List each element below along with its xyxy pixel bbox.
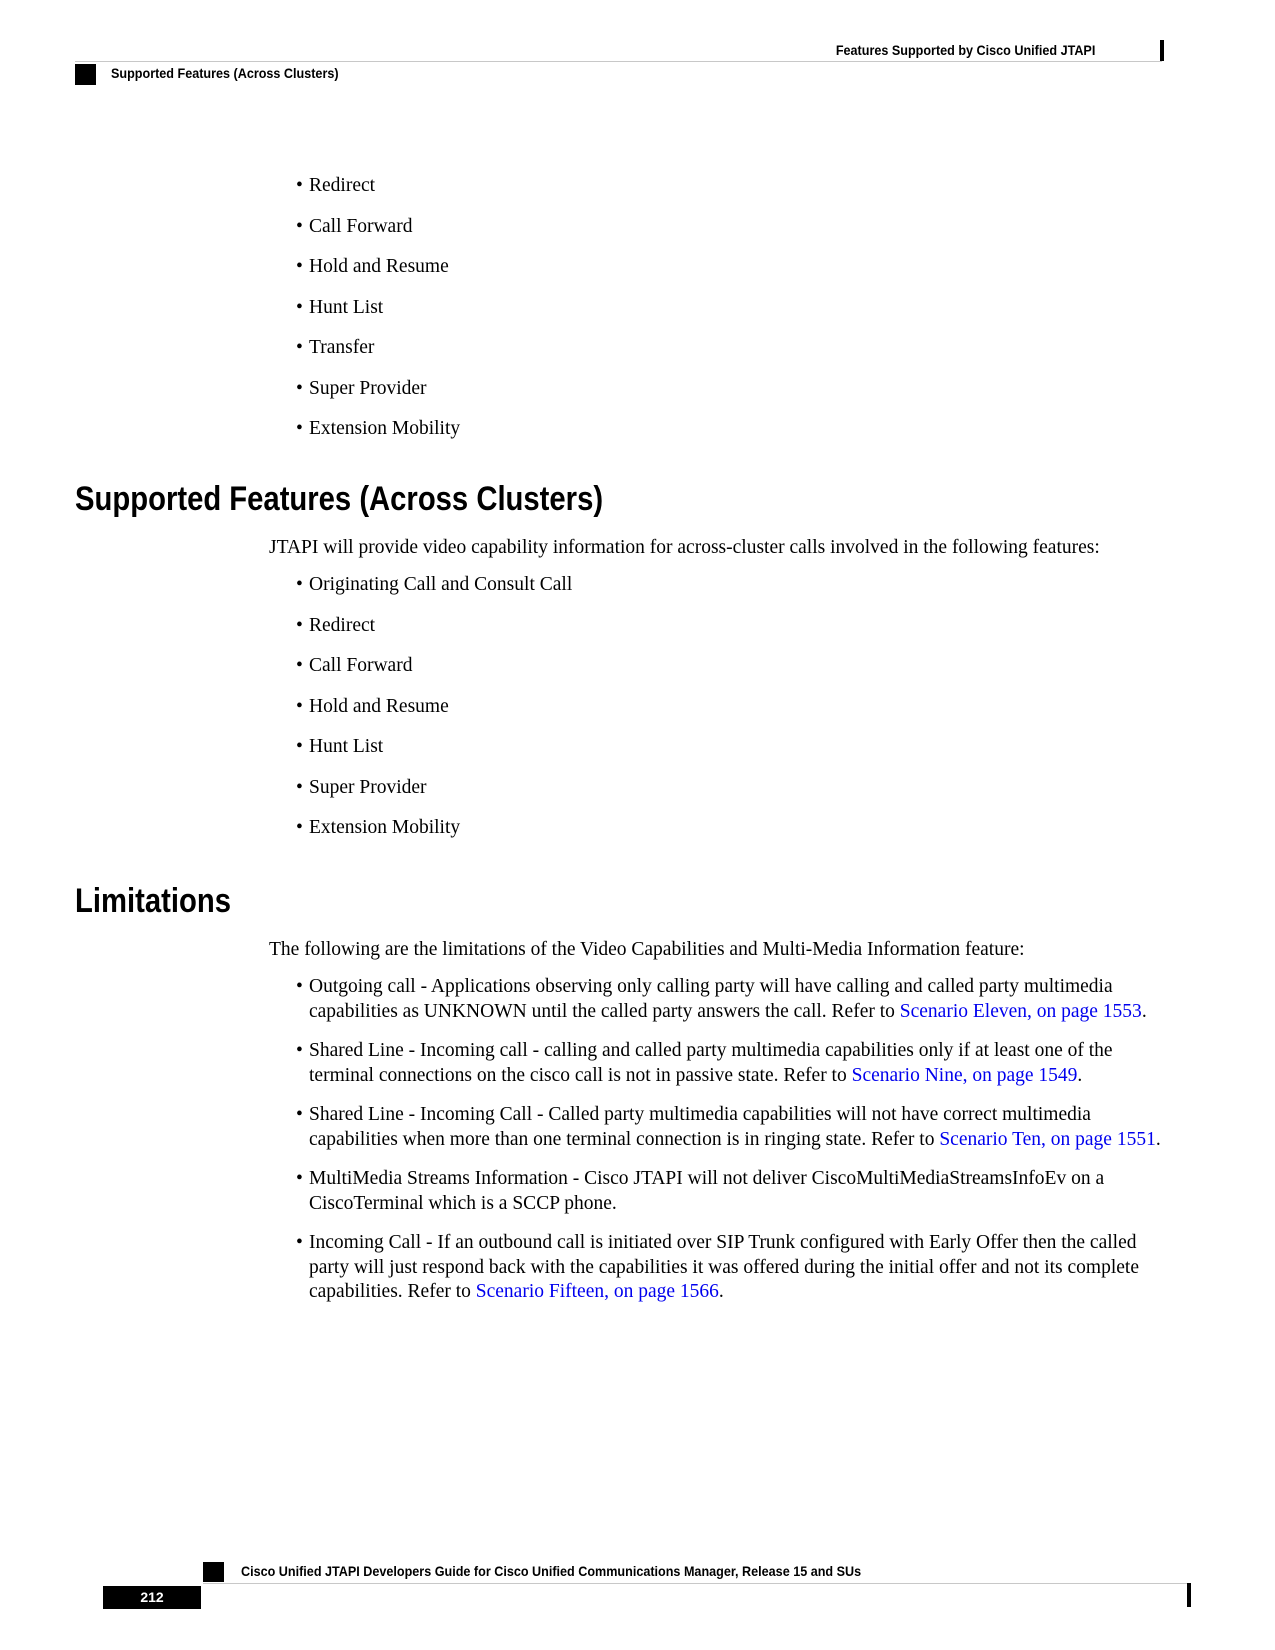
list-item: • Transfer [296, 336, 460, 361]
scenario-fifteen-link[interactable]: Scenario Fifteen, on page 1566 [475, 1281, 719, 1302]
limitation-item [296, 1231, 1166, 1305]
limitation-text: Shared Line - Incoming call - calling and called party multimedia capabilities only if at least one of the terminal connections on the cisco call is not in passive state. Refer to [309, 1040, 1113, 1086]
list-item: • Call Forward [296, 215, 460, 240]
footer-bar [1187, 1583, 1191, 1607]
running-header-section: Supported Features (Across Clusters) [111, 65, 339, 81]
limitation-item [296, 1103, 1166, 1152]
header-bar [1160, 40, 1164, 61]
list-item: • Hold and Resume [296, 695, 572, 720]
scenario-eleven-link[interactable]: Scenario Eleven, on page 1553 [899, 1000, 1142, 1022]
list-item: • Hunt List [296, 735, 572, 760]
scenario-ten-link[interactable]: Scenario Ten, on page 1551 [939, 1128, 1156, 1150]
running-header-chapter: Features Supported by Cisco Unified JTAPI [835, 42, 1095, 58]
header-rule [75, 61, 1162, 62]
limitation-text: Outgoing call - Applications observing only calling party will have calling and called party multimedia capabilities as UNKNOWN until the called party answers the call. Refer to [309, 976, 1113, 1022]
across-clusters-feature-list [296, 573, 572, 857]
scenario-nine-link[interactable]: Scenario Nine, on page 1549 [851, 1064, 1078, 1086]
list-item: • Hold and Resume [296, 255, 460, 280]
list-item: • Super Provider [296, 377, 460, 402]
section-heading-across-clusters: Supported Features (Across Clusters) [75, 480, 604, 518]
page-number: 212 [103, 1586, 201, 1609]
list-item: • Extension Mobility [296, 816, 572, 841]
footer-book-title: Cisco Unified JTAPI Developers Guide for Cisco Unified Communications Manager, Release 15 and SUs [241, 1563, 862, 1579]
limitation-text-end: . [1155, 1128, 1161, 1150]
list-item: • Redirect [296, 614, 572, 639]
header-square [75, 64, 96, 85]
limitation-text-end: . [718, 1281, 724, 1302]
limitation-item [296, 1039, 1166, 1088]
section-heading-limitations: Limitations [75, 882, 231, 920]
limitations-list [296, 975, 1166, 1320]
list-item: • Extension Mobility [296, 417, 460, 442]
list-item: • Super Provider [296, 776, 572, 801]
list-item: • Redirect [296, 174, 460, 199]
limitation-text: MultiMedia Streams Information - Cisco JTAPI will not deliver CiscoMultiMediaStreamsInfoEv on a CiscoTerminal which is a SCCP phone. [309, 1168, 1105, 1214]
footer-square [203, 1562, 224, 1582]
list-item: • Call Forward [296, 654, 572, 679]
feature-list-continued [296, 174, 460, 458]
list-item: • Originating Call and Consult Call [296, 573, 572, 598]
limitation-item [296, 975, 1166, 1024]
across-clusters-intro: JTAPI will provide video capability information for across-cluster calls involved in the following features: [269, 537, 1100, 558]
limitation-text-end: . [1077, 1064, 1083, 1086]
limitation-text: Incoming Call - If an outbound call is initiated over SIP Trunk configured with Early Offer then the called party will just respond back with the capabilities it was offered during the initial offer and not its complete capabilities. Refer to [309, 1232, 1139, 1302]
footer-rule [203, 1583, 1188, 1584]
limitations-intro: The following are the limitations of the Video Capabilities and Multi-Media Information feature: [269, 939, 1025, 960]
limitation-item [296, 1167, 1166, 1216]
limitation-text: Shared Line - Incoming Call - Called party multimedia capabilities will not have correct multimedia capabilities when more than one terminal connection is in ringing state. Refer to [309, 1104, 1091, 1150]
list-item: • Hunt List [296, 296, 460, 321]
limitation-text-end: . [1141, 1000, 1147, 1022]
